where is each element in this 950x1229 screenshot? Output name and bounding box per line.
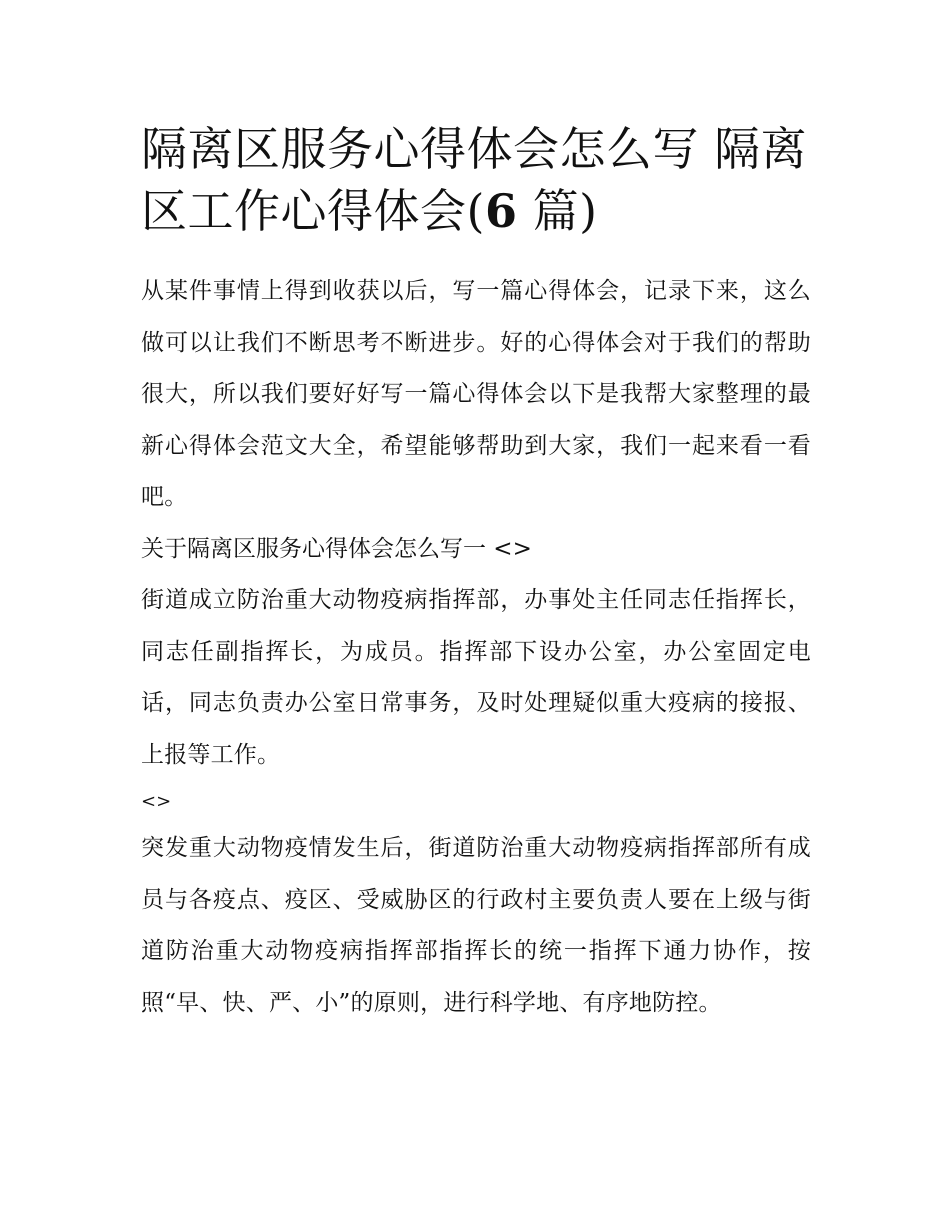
document-title <box>141 118 811 242</box>
placeholder-marker: <> <box>141 791 172 812</box>
section-heading: 关于隔离区服务心得体会怎么写一 <> <box>141 535 532 562</box>
title-number: 6 <box>484 184 518 238</box>
title-text-part2: 篇) <box>517 184 598 238</box>
intro-paragraph: 从某件事情上得到收获以后，写一篇心得体会，记录下来，这么做可以让我们不断思考不断进步。好的心得体会对于我们的帮助很大，所以我们要好好写一篇心得体会以下是我帮大家整理的最新心得体会范文大全，希望能够帮助到大家，我们一起来看一看吧。 <box>141 278 811 510</box>
body-paragraph-2: 突发重大动物疫情发生后，街道防治重大动物疫病指挥部所有成员与各疫点、疫区、受威胁区的行政村主要负责人要在上级与街道防治重大动物疫病指挥部指挥长的统一指挥下通力协作，按照“早、快、严、小”的原则，进行科学地、有序地防控。 <box>141 835 811 1016</box>
document-page <box>141 118 811 1029</box>
title-text-part1: 隔离区服务心得体会怎么写 隔离区工作心得体会( <box>141 122 808 238</box>
body-paragraph-1: 街道成立防治重大动物疫病指挥部，办事处主任同志任指挥长，同志任副指挥长，为成员。指挥部下设办公室，办公室固定电话，同志负责办公室日常事务，及时处理疑似重大疫病的接报、上报等工作。 <box>141 587 811 768</box>
